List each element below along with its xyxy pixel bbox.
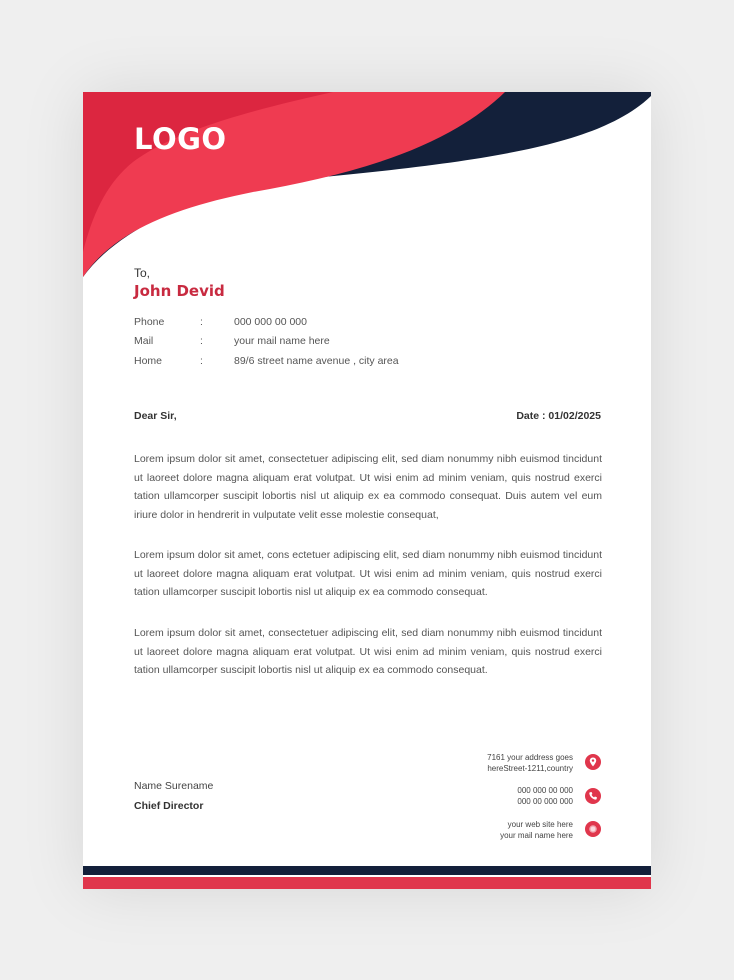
address-info bbox=[487, 752, 573, 774]
body-paragraph: Lorem ipsum dolor sit amet, consectetuer adipiscing elit, sed diam nonummy nibh euismod tincidunt ut laoreet dolore magna aliquam erat volutpat. Ut wisi enim ad minim veniam, quis nostrud exerci tation ullamcorper suscipit lobortis nisl ut aliquip ex ea commodo consequat. Duis autem vel eum iriure dolor in hendrerit in vulputate velit esse molestie consequat, bbox=[134, 453, 602, 521]
web-line: your mail name here bbox=[500, 831, 573, 840]
letterhead-page bbox=[83, 92, 651, 889]
recipient-name: John Devid bbox=[134, 282, 225, 300]
web-info bbox=[500, 819, 573, 841]
phone-info bbox=[517, 785, 573, 807]
to-label: To, bbox=[134, 266, 151, 280]
location-pin-icon bbox=[585, 754, 601, 770]
salutation: Dear Sir, bbox=[134, 410, 177, 422]
web-line: your web site here bbox=[507, 820, 573, 829]
contact-value: your mail name here bbox=[234, 335, 330, 347]
contact-label: Mail bbox=[134, 335, 154, 347]
contact-label: Phone bbox=[134, 316, 165, 328]
signature-name: Name Surename bbox=[134, 780, 214, 792]
footer-red-bar bbox=[83, 877, 651, 889]
body-paragraph: Lorem ipsum dolor sit amet, consectetuer adipiscing elit, sed diam nonummy nibh euismod tincidunt ut laoreet dolore magna aliquam erat volutpat. Ut wisi enim ad minim veniam, quis nostrud exerci tation ullamcorper suscipit lobortis nisl ut aliquip ex ea commodo consequat. bbox=[134, 627, 602, 676]
globe-icon bbox=[585, 821, 601, 837]
address-line: hereStreet-1211,country bbox=[487, 764, 573, 773]
phone-line: 000 00 000 000 bbox=[517, 797, 573, 806]
phone-icon bbox=[585, 788, 601, 804]
signature-title: Chief Director bbox=[134, 800, 204, 812]
body-paragraph: Lorem ipsum dolor sit amet, cons ectetuer adipiscing elit, sed diam nonummy nibh euismod tincidunt ut laoreet dolore magna aliquam erat volutpat. Ut wisi enim ad minim veniam, quis nostrud exerci tation ullamcorper suscipit lobortis nisl ut aliquip ex ea commodo consequat. bbox=[134, 549, 602, 598]
letter-date: Date : 01/02/2025 bbox=[516, 410, 601, 422]
contact-separator: : bbox=[200, 316, 203, 328]
contact-separator: : bbox=[200, 335, 203, 347]
contact-label: Home bbox=[134, 355, 163, 367]
phone-line: 000 000 00 000 bbox=[517, 786, 573, 795]
logo: LOGO bbox=[134, 122, 227, 156]
contact-separator: : bbox=[200, 355, 203, 367]
header-wave-graphic bbox=[83, 92, 651, 282]
address-line: 7161 your address goes bbox=[487, 753, 573, 762]
footer-navy-bar bbox=[83, 866, 651, 875]
contact-value: 000 000 00 000 bbox=[234, 316, 307, 328]
contact-value: 89/6 street name avenue , city area bbox=[234, 355, 399, 367]
